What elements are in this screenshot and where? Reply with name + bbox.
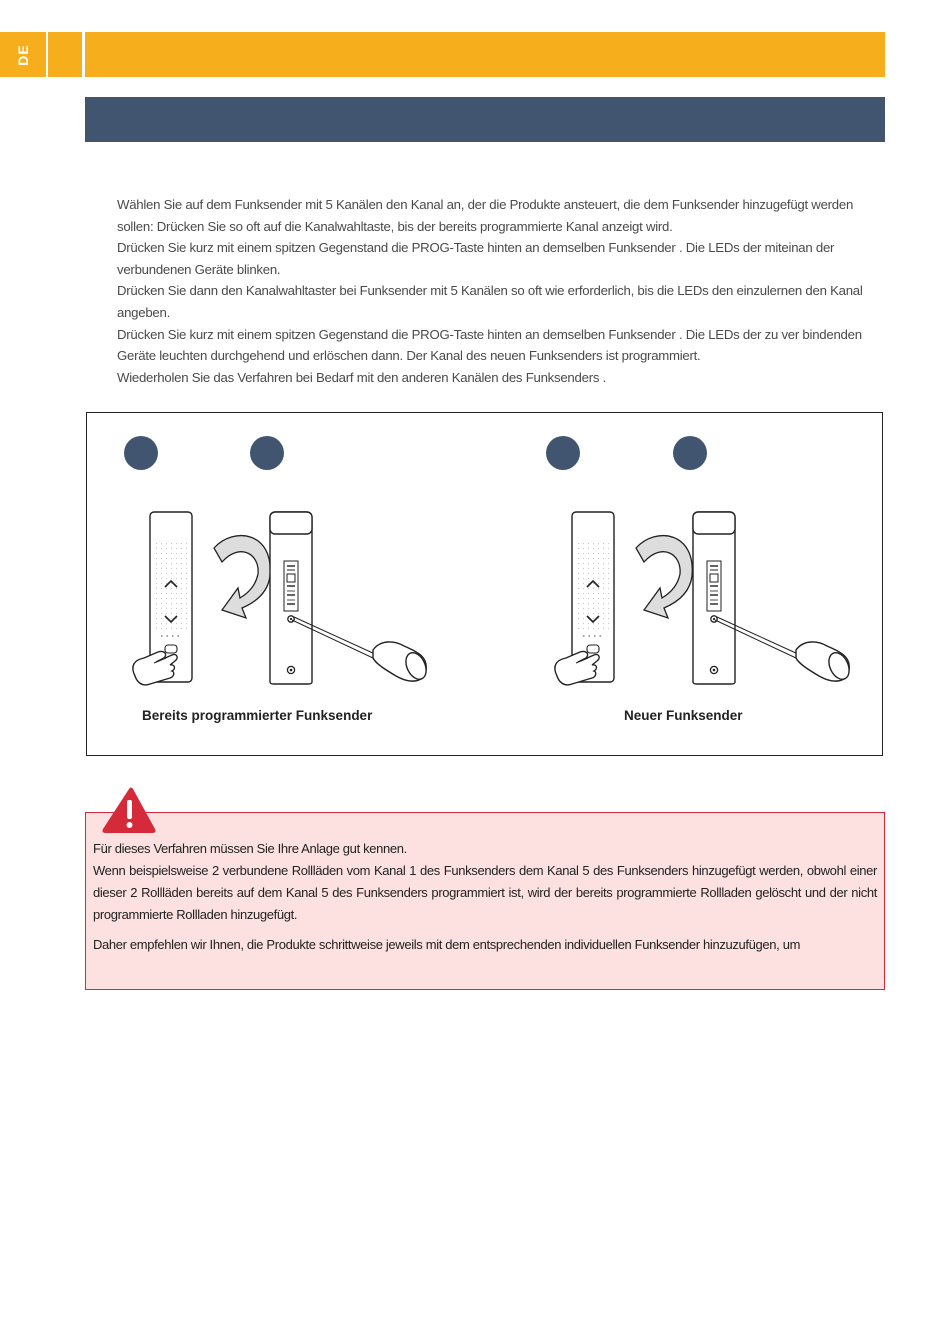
instruction-step: Wiederholen Sie das Verfahren bei Bedarf mit den anderen Kanälen des Funksenders . bbox=[117, 369, 607, 385]
language-label: DE bbox=[15, 43, 31, 66]
warning-paragraph: Daher empfehlen wir Ihnen, die Produkte schrittweise jeweils mit dem entsprechenden individuellen Funksender hinzuzufügen, um bbox=[93, 937, 801, 952]
instruction-step: Drücken Sie dann den Kanalwahltaster bei Funksender mit 5 Kanälen so oft wie erforderlich, bis die LEDs den einzulernen den Kanal angeben. bbox=[117, 283, 863, 320]
caption-new-remote: Neuer Funksender bbox=[624, 708, 743, 723]
warning-triangle-icon bbox=[100, 786, 158, 836]
warning-paragraph: Wenn beispielsweise 2 verbundene Rollläden vom Kanal 1 des Funksenders dem Kanal 5 des Funksenders hinzugefügt werden, obwohl einer dieser 2 Rollläden bereits auf dem Kanal 5 des Funksenders programmiert ist, wird der bereits programmierte Rollladen gelöscht und der nicht programmierte Rollladen hinzugefügt. bbox=[93, 863, 877, 922]
instruction-step: Drücken Sie kurz mit einem spitzen Gegenstand die PROG-Taste hinten an demselben Funksender . Die LEDs der zu ver bindenden Geräte leuchten durchgehend und erlöschen dann. Der Kanal des neuen Funksenders ist programmiert. bbox=[117, 326, 862, 364]
caption-programmed-remote: Bereits programmierter Funksender bbox=[142, 708, 373, 723]
instruction-step: Drücken Sie kurz mit einem spitzen Gegenstand die PROG-Taste hinten an demselben Funksender . Die LEDs der miteinan der verbundenen Geräte blinken. bbox=[117, 240, 835, 277]
warning-line: Für dieses Verfahren müssen Sie Ihre Anlage gut kennen. bbox=[93, 841, 407, 856]
instruction-step: Wählen Sie auf dem Funksender mit 5 Kanälen den Kanal an, der die Produkte ansteuert, die dem Funksender hinzugefügt werden sollen: Drücken Sie so oft auf die Kanalwahltaste, bis der bereits programmierte Kanal anzeigt wird. bbox=[117, 197, 854, 234]
warning-text bbox=[93, 838, 877, 956]
